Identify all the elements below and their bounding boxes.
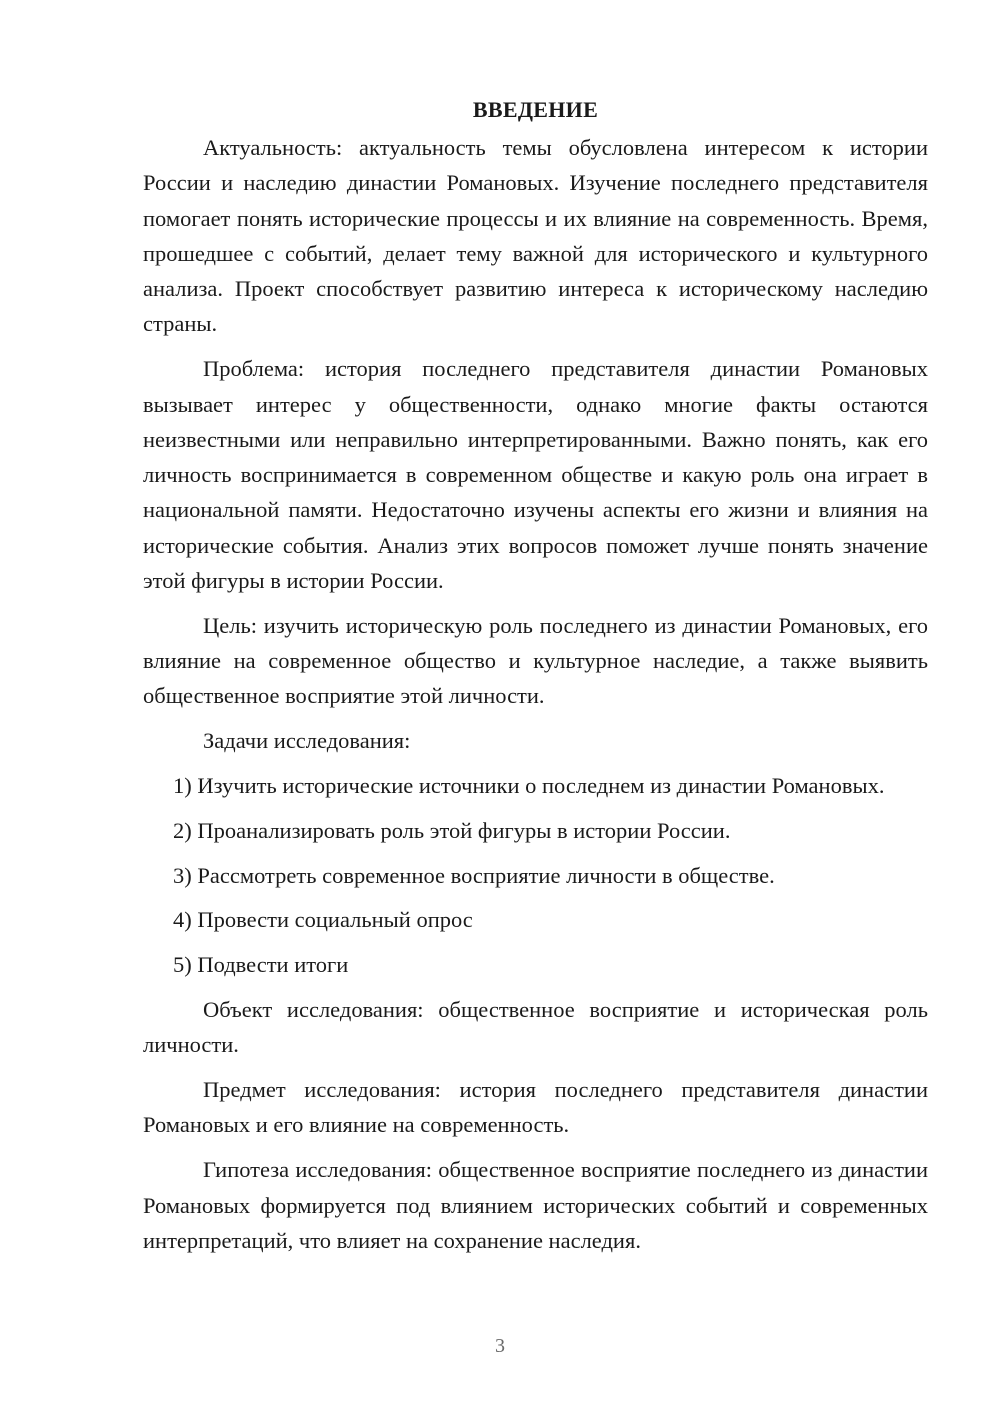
- document-page: [143, 92, 928, 1258]
- section-heading: ВВЕДЕНИЕ: [472, 97, 599, 122]
- goal-paragraph: Цель: изучить историческую роль последнего из династии Романовых, его влияние на современное общество и культурное наследие, а также выявить общественное восприятие этой личности.: [143, 612, 928, 709]
- page-number: 3: [495, 1335, 505, 1357]
- task-item: 2) Проанализировать роль этой фигуры в истории России.: [173, 817, 731, 843]
- subject-paragraph: Предмет исследования: история последнего представителя династии Романовых и его влияние на современность.: [143, 1077, 928, 1138]
- task-item: 4) Провести социальный опрос: [173, 907, 473, 933]
- tasks-list: [143, 768, 928, 982]
- tasks-heading: Задачи исследования:: [203, 728, 411, 754]
- relevance-paragraph: Актуальность: актуальность темы обусловлена интересом к истории России и наследию династии Романовых. Изучение последнего представителя помогает понять исторические процессы и их влияние на современность. Время, прошедшее с событий, делает тему важной для исторического и культурного анализа. Проект способствует развитию интереса к историческому наследию страны.: [143, 135, 928, 337]
- hypothesis-paragraph: Гипотеза исследования: общественное восприятие последнего из династии Романовых формируется под влиянием исторических событий и современных интерпретаций, что влияет на сохранение наследия.: [143, 1157, 928, 1253]
- task-item: 1) Изучить исторические источники о последнем из династии Романовых.: [173, 773, 885, 799]
- problem-paragraph: Проблема: история последнего представителя династии Романовых вызывает интерес у общественности, однако многие факты остаются неизвестными или неправильно интерпретированными. Важно понять, как его личность воспринимается в современном обществе и какую роль она играет в национальной памяти. Недостаточно изучены аспекты его жизни и влияния на исторические события. Анализ этих вопросов поможет лучше понять значение этой фигуры в истории России.: [143, 356, 928, 594]
- task-item: 3) Рассмотреть современное восприятие личности в обществе.: [173, 862, 775, 888]
- object-paragraph: Объект исследования: общественное восприятие и историческая роль личности.: [143, 997, 928, 1058]
- task-item: 5) Подвести итоги: [173, 952, 349, 978]
